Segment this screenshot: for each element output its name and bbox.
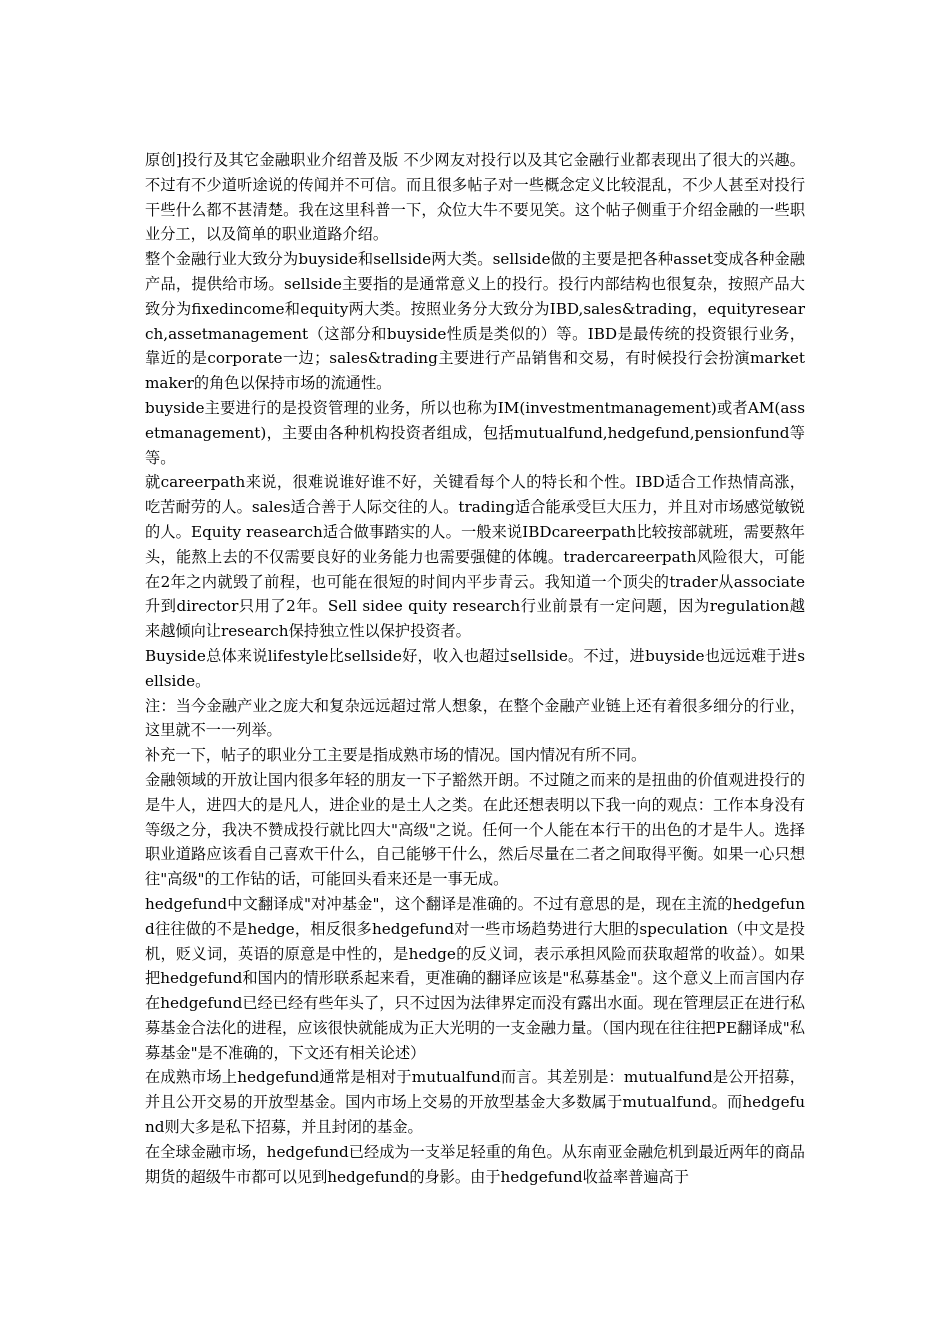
paragraph-values: 金融领域的开放让国内很多年轻的朋友一下子豁然开朗。不过随之而来的是扭曲的价值观进投行的是牛人，进四大的是凡人，进企业的是土人之类。在此还想表明以下我一向的观点：工作本身没有等级之分，我决不赞成投行就比四大"高级"之说。任何一个人能在本行干的出色的才是牛人。选择职业道路应该看自己喜欢干什么，自己能够干什么，然后尽量在二者之间取得平衡。如果一心只想往"高级"的工作钻的话，可能回头看来还是一事无成。 [145, 770, 805, 889]
paragraph-global-market: 在全球金融市场，hedgefund已经成为一支举足轻重的角色。从东南亚金融危机到最近两年的商品期货的超级牛市都可以见到hedgefund的身影。由于hedgefund收益率普遍高于 [145, 1142, 805, 1186]
paragraph-careerpath: 就careerpath来说，很难说谁好谁不好，关键看每个人的特长和个性。IBD适合工作热情高涨，吃苦耐劳的人。sales适合善于人际交往的人。trading适合能承受巨大压力，并且对市场感觉敏锐的人。Equity reasearch适合做事踏实的人。一般来说IBDcareerpath比较按部就班，需要熬年头，能熬上去的不仅需要良好的业务能力也需要强健的体魄。tradercareerpath风险很大，可能在2年之内就毁了前程，也可能在很短的时间内平步青云。我知道一个顶尖的trader从associate升到director只用了2年。Sell sidee quity research行业前景有一定问题，因为regulation越来越倾向让research保持独立性以保护投资者。 [145, 473, 805, 641]
document-body [145, 148, 805, 1189]
paragraph-supplement: 补充一下，帖子的职业分工主要是指成熟市场的情况。国内情况有所不同。 [145, 746, 647, 765]
paragraph-mutualfund: 在成熟市场上hedgefund通常是相对于mutualfund而言。其差别是：mutualfund是公开招募，并且公开交易的开放型基金。国内市场上交易的开放型基金大多数属于mutualfund。而hedgefund则大多是私下招募，并且封闭的基金。 [145, 1068, 805, 1137]
paragraph-buyside-lifestyle: Buyside总体来说lifestyle比sellside好，收入也超过sellside。不过，进buyside也远远难于进sellside。 [145, 646, 805, 690]
paragraph-buyside: buyside主要进行的是投资管理的业务，所以也称为IM(investmentmanagement)或者AM(assetmanagement)，主要由各种机构投资者组成，包括mutualfund,hedgefund,pensionfund等等。 [145, 398, 805, 467]
paragraph-note: 注：当今金融产业之庞大和复杂远远超过常人想象，在整个金融产业链上还有着很多细分的行业，这里就不一一列举。 [145, 696, 805, 740]
paragraph-intro: 原创]投行及其它金融职业介绍普及版 不少网友对投行以及其它金融行业都表现出了很大的兴趣。不过有不少道听途说的传闻并不可信。而且很多帖子对一些概念定义比较混乱，不少人甚至对投行干些什么都不甚清楚。我在这里科普一下，众位大牛不要见笑。这个帖子侧重于介绍金融的一些职业分工，以及简单的职业道路介绍。 [145, 151, 805, 244]
paragraph-buyside-sellside: 整个金融行业大致分为buyside和sellside两大类。sellside做的主要是把各种asset变成各种金融产品，提供给市场。sellside主要指的是通常意义上的投行。投行内部结构也很复杂，按照产品大致分为fixedincome和equity两大类。按照业务分大致分为IBD,sales&trading，equityresearch,assetmanagement（这部分和buyside性质是类似的）等。IBD是最传统的投资银行业务，靠近的是corporate一边；sales&trading主要进行产品销售和交易，有时候投行会扮演marketmaker的角色以保持市场的流通性。 [145, 250, 805, 393]
paragraph-hedgefund-translation: hedgefund中文翻译成"对冲基金"，这个翻译是准确的。不过有意思的是，现在主流的hedgefund往往做的不是hedge，相反很多hedgefund对一些市场趋势进行大胆的speculation（中文是投机，贬义词，英语的原意是中性的，是hedge的反义词，表示承担风险而获取超常的收益）。如果把hedgefund和国内的情形联系起来看，更准确的翻译应该是"私募基金"。这个意义上而言国内存在hedgefund已经已经有些年头了，只不过因为法律界定而没有露出水面。现在管理层正在进行私募基金合法化的进程，应该很快就能成为正大光明的一支金融力量。（国内现在往往把PE翻译成"私募基金"是不准确的，下文还有相关论述） [145, 894, 805, 1062]
